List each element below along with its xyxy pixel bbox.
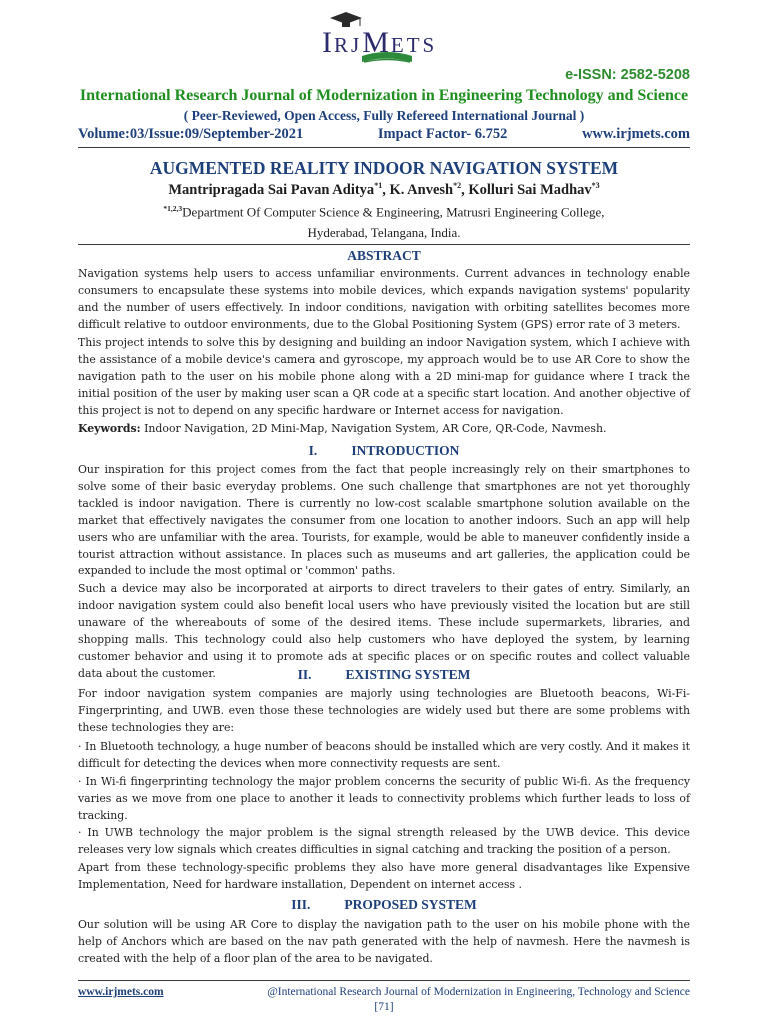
existing-bullet-uwb: · In UWB technology the major problem is the signal strength released by the UWB device. This device releases very low signals which creates difficulties in signal catching and tracking the position of a person.	[78, 826, 690, 856]
existing-paragraph-2: Apart from these technology-specific problems they also have more general disadvantages like Expensive Implementation, Need for hardware installation, Dependent on internet access .	[78, 861, 690, 891]
proposed-paragraph-1: Our solution will be using AR Core to display the navigation path to the user on his mobile phone with the help of Anchors which are based on the nav path generated with the help of navmesh. Here the navmesh is created with the help of a floor plan of the area to be navigated.	[78, 918, 690, 965]
paper-title: AUGMENTED REALITY INDOOR NAVIGATION SYSTEM	[149, 158, 619, 178]
existing-bullet-bluetooth: · In Bluetooth technology, a huge number of beacons should be installed which are very costly. And it makes it difficult for detecting the devices when more connectivity requests are sent.	[78, 740, 690, 770]
journal-name: International Research Journal of Modernization in Engineering Technology and Science	[79, 87, 689, 104]
website-link[interactable]: www.irjmets.com	[582, 126, 690, 142]
volume-issue: Volume:03/Issue:09/September-2021	[78, 126, 304, 142]
affiliation-line-1: $^{*1,2,3}$Department Of Computer Science & Engineering, Matrusri Engineering College,	[163, 204, 605, 220]
abstract-paragraph-1: Navigation systems help users to access unfamiliar environments. Current advances in technology enable consumers to encapsulate these systems into mobile devices, which expands navigation systems' popularity and the number of users effectively. In indoor conditions, navigation with orbiting satellites becomes more difficult relative to outdoor environments, due to the Global Positioning System (GPS) error rate of 3 meters.	[78, 267, 690, 331]
abstract-heading: ABSTRACT	[347, 248, 421, 263]
impact-factor: Impact Factor- 6.752	[377, 126, 508, 142]
author-list: Mantripragada Sai Pavan Aditya$^{*1}$, K. Anvesh$^{*2}$, Kolluri Sai Madhav$^{*3}$	[168, 181, 600, 198]
footer-divider	[78, 980, 690, 981]
abstract-paragraph-2: This project intends to solve this by designing and building an indoor Navigation system, which I achieve with the assistance of a mobile device's camera and gyroscope, my approach would be to use AR Core to show the navigation path to the user on his mobile phone along with a 2D mini-map for guidance where I track the initial position of the user by making user scan a QR code at a specific start location. And another objective of this project is not to depend on any specific hardware or Internet access for navigation.	[78, 336, 690, 417]
existing-paragraph-1: For indoor navigation system companies are majorly using technologies are Bluetooth beacons, Wi-Fi-Fingerprinting, and UWB. even those these technologies are widely used but there are some problems with these technologies they are:	[78, 687, 690, 734]
existing-system-heading: II. EXISTING SYSTEM	[297, 667, 471, 682]
header-divider	[78, 147, 690, 148]
footer-website-link[interactable]: www.irjmets.com	[78, 986, 164, 998]
intro-paragraph-1: Our inspiration for this project comes from the fact that people increasingly rely on their smartphones to solve some of their basic everyday problems. One such challenge that smartphones are not yet thoroughly tackled is indoor navigation. There is currently no low-cost scalable smartphone solution available on the market that effectively navigates the consumer from one location to another indoors. Such an app will help users who are unfamiliar with the area. Tourists, for example, would be able to maneuver confidently inside a tourist attraction without assistance. In places such as museums and art galleries, the application could be expanded to include the most optimal or 'common' paths.	[78, 463, 690, 578]
affiliation-line-2: Hyderabad, Telangana, India.	[307, 225, 461, 240]
logo-wordmark: IRJMETS	[322, 26, 438, 59]
issn: e-ISSN: 2582-5208	[565, 67, 690, 83]
peer-review-line: ( Peer-Reviewed, Open Access, Fully Refereed International Journal )	[183, 108, 585, 123]
issue-row	[78, 126, 690, 143]
existing-bullet-wifi: · In Wi-fi fingerprinting technology the major problem concerns the security of public Wi-fi. As the frequency varies as we move from one place to another it leads to connectivity problems which further leads to loss of tracking.	[78, 775, 690, 822]
proposed-system-heading: III. PROPOSED SYSTEM	[291, 897, 477, 912]
page-number: [71]	[374, 1001, 394, 1013]
keywords: Keywords: Indoor Navigation, 2D Mini-Map, Navigation System, AR Core, QR-Code, Navmesh.	[78, 422, 607, 435]
footer-copyright: @International Research Journal of Modernization in Engineering, Technology and Science	[267, 986, 690, 998]
intro-heading: I. INTRODUCTION	[308, 443, 460, 458]
intro-paragraph-2: Such a device may also be incorporated at airports to direct travelers to their gates of entry. Similarly, an indoor navigation system could also benefit local users who have previously visited the location but are still unaware of the whereabouts of some of the desired items. These include supermarkets, libraries, and shopping malls. This technology could also help customers who have deployed the system, by learning customer behavior and using it to promote ads at specific places or on specific routes and collect valuable data about the customer.	[78, 582, 690, 680]
title-divider	[78, 244, 690, 245]
